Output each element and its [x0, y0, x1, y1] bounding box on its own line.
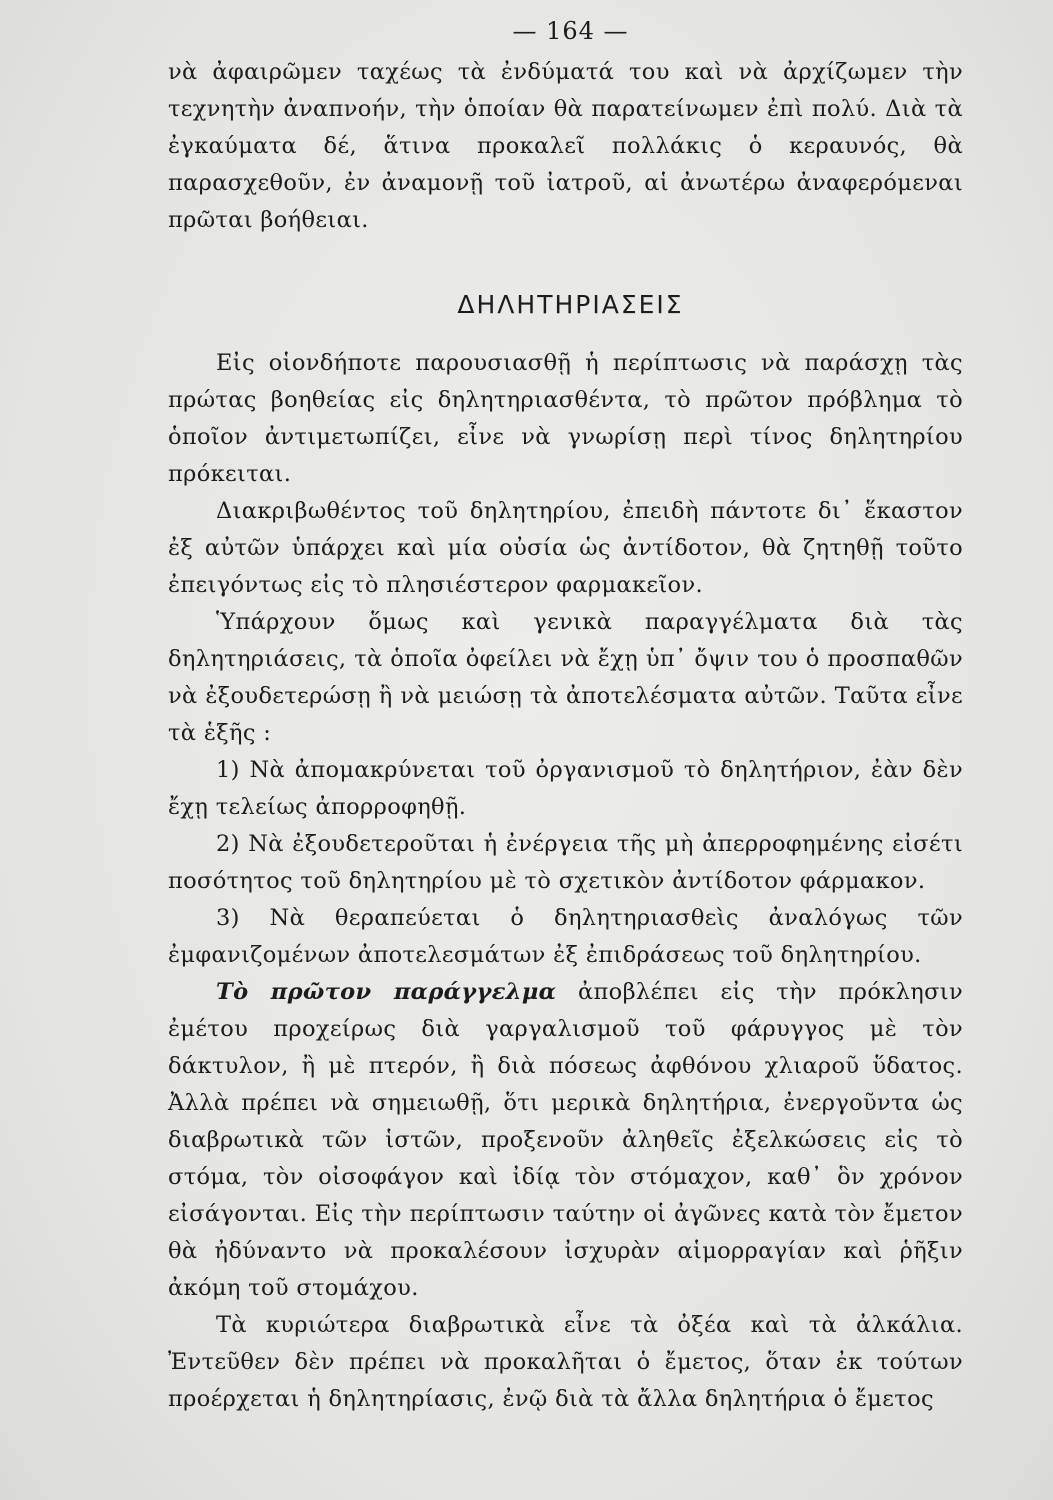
paragraph-first-rule — [168, 974, 963, 1307]
intro-paragraph: νὰ ἀφαιρῶμεν ταχέως τὰ ἐνδύματά του καὶ νὰ ἀρχίζωμεν τὴν τεχνητὴν ἀναπνοήν, τὴν ὁποίαν θὰ παρατείνωμεν ἐπὶ πολύ. Διὰ τὰ ἐγκαύματα δέ, ἅτινα προκαλεῖ πολλάκις ὁ κεραυνός, θὰ παρασχεθοῦν, ἐν ἀναμονῇ τοῦ ἰατροῦ, αἱ ἀνωτέρω ἀναφερόμεναι πρῶται βοήθειαι. — [168, 59, 963, 233]
paragraph-antidote: Διακριβωθέντος τοῦ δηλητηρίου, ἐπειδὴ πάντοτε δι᾿ ἕκαστον ἐξ αὐτῶν ὑπάρχει καὶ μία οὐσία ὡς ἀντίδοτον, θὰ ζητηθῇ τοῦτο ἐπειγόντως εἰς τὸ πλησιέστερον φαρμακεῖον. — [168, 498, 963, 598]
rule-item-2: 2) Νὰ ἐξουδετεροῦται ἡ ἐνέργεια τῆς μὴ ἀπερροφημένης εἰσέτι ποσότητος τοῦ δηλητηρίου μὲ τὸ σχετικὸν ἀντίδοτον φάρμακον. — [168, 831, 963, 894]
section-heading: ΔΗΛΗΤΗΡΙΑΣΕΙΣ — [457, 290, 684, 319]
paragraph-general-rules: Ὑπάρχουν ὅμως καὶ γενικὰ παραγγέλματα διὰ τὰς δηλητηριάσεις, τὰ ὁποῖα ὀφείλει νὰ ἔχῃ ὑπ᾿ ὄψιν του ὁ προσπαθῶν νὰ ἐξουδετερώσῃ ἢ νὰ μειώσῃ τὰ ἀποτελέσματα αὐτῶν. Ταῦτα εἶνε τὰ ἑξῆς : — [168, 609, 963, 746]
lead-phrase: Τὸ πρῶτον παράγγελμα — [216, 979, 557, 1005]
paragraph-identify-poison: Εἰς οἱονδήποτε παρουσιασθῇ ἡ περίπτωσις νὰ παράσχῃ τὰς πρώτας βοηθείας εἰς δηλητηριασθέντα, τὸ πρῶτον πρόβλημα τὸ ὁποῖον ἀντιμετωπίζει, εἶνε νὰ γνωρίσῃ περὶ τίνος δηλητηρίου πρόκειται. — [168, 350, 963, 487]
rule-item-3: 3) Νὰ θεραπεύεται ὁ δηλητηριασθεὶς ἀναλόγως τῶν ἐμφανιζομένων ἀποτελεσμάτων ἐξ ἐπιδράσεως τοῦ δηλητηρίου. — [168, 905, 963, 968]
first-rule-text: ἀποβλέπει εἰς τὴν πρόκλησιν ἐμέτου προχείρως διὰ γαργαλισμοῦ τοῦ φάρυγγος μὲ τὸν δάκτυλον, ἢ μὲ πτερόν, ἢ διὰ πόσεως ἀφθόνου χλιαροῦ ὕδατος. Ἀλλὰ πρέπει νὰ σημειωθῇ, ὅτι μερικὰ δηλητήρια, ἐνεργοῦντα ὡς διαβρωτικὰ τῶν ἱστῶν, προξενοῦν ἀληθεῖς ἐξελκώσεις εἰς τὸ στόμα, τὸν οἰσοφάγον καὶ ἰδίᾳ τὸν στόμαχον, καθ᾿ ὃν χρόνον εἰσάγονται. Εἰς τὴν περίπτωσιν ταύτην οἱ ἀγῶνες κατὰ τὸν ἔμετον θὰ ἠδύναντο νὰ προκαλέσουν ἰσχυρὰν αἱμορραγίαν καὶ ῥῆξιν ἀκόμη τοῦ στομάχου. — [168, 979, 963, 1301]
rule-item-1: 1) Νὰ ἀπομακρύνεται τοῦ ὀργανισμοῦ τὸ δηλητήριον, ἐὰν δὲν ἔχῃ τελείως ἀπορροφηθῇ. — [168, 757, 963, 820]
paragraph-corrosives: Τὰ κυριώτερα διαβρωτικὰ εἶνε τὰ ὀξέα καὶ τὰ ἀλκάλια. Ἐντεῦθεν δὲν πρέπει νὰ προκαλῆται ὁ ἔμετος, ὅταν ἐκ τούτων προέρχεται ἡ δηλητηρίασις, ἐνῷ διὰ τὰ ἄλλα δηλητήρια ὁ ἔμετος — [168, 1312, 963, 1412]
page-number: — 164 — — [512, 17, 629, 45]
